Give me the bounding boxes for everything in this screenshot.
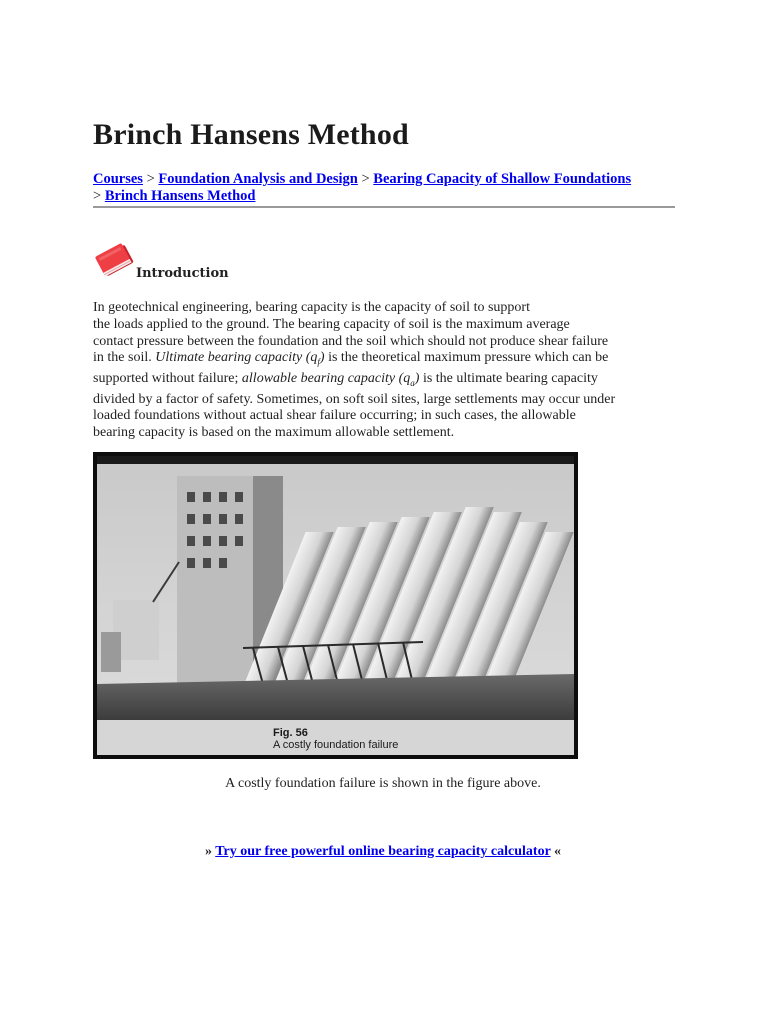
breadcrumb-separator: > bbox=[146, 171, 155, 187]
paragraph-line bbox=[93, 371, 677, 392]
term-close: ) bbox=[414, 370, 420, 386]
breadcrumb bbox=[93, 171, 675, 208]
cta-prefix: » bbox=[204, 844, 216, 859]
paragraph-line: In geotechnical engineering, bearing capacity is the capacity of soil to support bbox=[93, 300, 530, 315]
breadcrumb-bearing-capacity[interactable]: Bearing Capacity of Shallow Foundations bbox=[373, 171, 632, 187]
figure-caption: A costly foundation failure is shown in the figure above. bbox=[225, 776, 541, 791]
section-heading: Introduction bbox=[136, 266, 229, 281]
cta-suffix: « bbox=[550, 844, 562, 859]
breadcrumb-courses[interactable]: Courses bbox=[93, 171, 143, 187]
figure-number: Fig. 56 bbox=[273, 727, 308, 739]
term-close: ) bbox=[319, 350, 325, 366]
page-title: Brinch Hansens Method bbox=[93, 118, 409, 151]
term-subscript: a bbox=[410, 377, 415, 388]
figure-title: A costly foundation failure bbox=[273, 739, 399, 751]
paragraph-line: bearing capacity is based on the maximum allowable settlement. bbox=[93, 425, 455, 441]
paragraph-line bbox=[93, 350, 677, 371]
section-header bbox=[93, 238, 393, 282]
figure-label bbox=[273, 727, 398, 751]
text-run: is the theoretical maximum pressure which can be bbox=[324, 350, 609, 366]
breadcrumb-separator: > bbox=[93, 188, 102, 204]
paragraph-line: divided by a factor of safety. Sometimes, on soft soil sites, large settlements may occur under bbox=[93, 391, 616, 407]
term-subscript: f bbox=[317, 357, 320, 368]
foundation-failure-photo bbox=[93, 452, 578, 759]
breadcrumb-brinch-hansens[interactable]: Brinch Hansens Method bbox=[104, 188, 256, 204]
photo-illustration bbox=[93, 452, 578, 759]
calculator-promo bbox=[93, 844, 673, 860]
term-ultimate-bearing-capacity bbox=[155, 350, 325, 368]
paragraph-line: contact pressure between the foundation and the soil which should not produce shear failure bbox=[93, 333, 609, 349]
term-allowable-bearing-capacity bbox=[242, 371, 420, 386]
text-run: is the ultimate bearing capacity bbox=[419, 370, 598, 386]
paragraph-line: the loads applied to the ground. The bearing capacity of soil is the maximum average bbox=[93, 316, 570, 332]
text-run: in the soil. bbox=[93, 350, 156, 366]
book-icon bbox=[93, 240, 137, 282]
calculator-link[interactable]: Try our free powerful online bearing capacity calculator bbox=[215, 844, 551, 859]
term-text: allowable bearing capacity (q bbox=[241, 370, 411, 386]
breadcrumb-separator: > bbox=[361, 171, 370, 187]
text-run: supported without failure; bbox=[93, 370, 242, 386]
term-text: Ultimate bearing capacity (q bbox=[155, 350, 318, 366]
breadcrumb-foundation-analysis[interactable]: Foundation Analysis and Design bbox=[158, 171, 358, 187]
paragraph-line: loaded foundations without actual shear failure occurring; in such cases, the allowable bbox=[93, 408, 576, 424]
intro-paragraph bbox=[93, 300, 677, 442]
